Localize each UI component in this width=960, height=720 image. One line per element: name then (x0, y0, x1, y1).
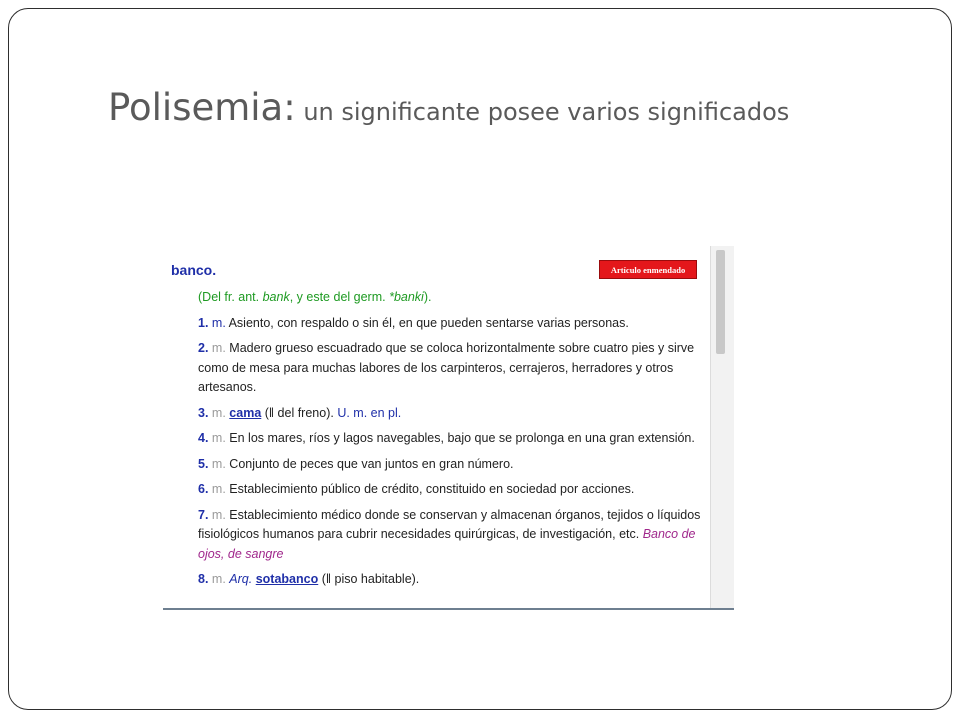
sense-5 (198, 455, 701, 475)
vertical-scrollbar[interactable] (710, 246, 734, 608)
sense-field-abbr: Arq. (229, 572, 253, 586)
link-sotabanco[interactable]: sotabanco (255, 572, 319, 586)
sense-abbr: m. (211, 572, 226, 586)
sense-4 (198, 429, 701, 449)
sense-abbr: m. (211, 341, 226, 355)
sense-abbr: m. (211, 315, 226, 330)
sense-number: 7. (198, 507, 209, 522)
link-cama[interactable]: cama (229, 405, 262, 420)
sense-example: Banco de ojos, de sangre (198, 527, 696, 561)
dictionary-entry (171, 260, 701, 590)
sense-text: Conjunto de peces que van juntos en gran número. (225, 456, 514, 471)
usage-note: U. m. en pl. (337, 405, 402, 420)
sense-2 (198, 339, 701, 398)
sense-8 (198, 570, 701, 590)
sense-number: 5. (198, 456, 209, 471)
sense-text: Asiento, con respaldo o sin él, en que pueden sentarse varias personas. (225, 315, 629, 330)
etymology-prefix: (Del fr. ant. (198, 290, 263, 304)
sense-abbr: m. (211, 431, 226, 445)
amended-article-badge: Artículo enmendado (599, 260, 697, 279)
sense-text: (‖ piso habitable). (318, 572, 420, 586)
screenshot-bottom-border (163, 608, 734, 610)
sense-text: Madero grueso escuadrado que se coloca horizontalmente sobre cuatro pies y sirve como de mesa para muchas labores de los carpinteros, cerrajeros, herradores y otros artesanos. (198, 341, 695, 394)
sense-1 (198, 314, 701, 334)
sense-7 (198, 506, 701, 565)
etymology-word: bank (262, 290, 290, 304)
sense-abbr: m. (211, 405, 226, 420)
sense-number: 6. (198, 482, 209, 496)
sense-text: (‖ del freno). (261, 405, 338, 420)
sense-text: Establecimiento público de crédito, constituido en sociedad por acciones. (225, 482, 635, 496)
sense-abbr: m. (211, 456, 226, 471)
sense-number: 1. (198, 315, 209, 330)
etymology (198, 288, 701, 308)
slide-title (108, 86, 789, 129)
scrollbar-thumb[interactable] (716, 250, 725, 354)
sense-abbr: m. (211, 507, 226, 522)
sense-number: 3. (198, 405, 209, 420)
sense-abbr: m. (211, 482, 226, 496)
sense-number: 4. (198, 431, 209, 445)
sense-6 (198, 480, 701, 500)
sense-number: 2. (198, 341, 209, 355)
etymology-middle: , y este del germ. (289, 290, 390, 304)
etymology-word: *banki (389, 290, 424, 304)
dictionary-screenshot (163, 246, 734, 610)
sense-3 (198, 404, 701, 424)
headword: banco. (171, 262, 217, 278)
etymology-suffix: ). (423, 290, 432, 304)
sense-text: Establecimiento médico donde se conservan y almacenan órganos, tejidos o líquidos fisiológicos humanos para cubrir necesidades quirúrgicas, de investigación, etc. (198, 507, 701, 541)
sense-number: 8. (198, 572, 209, 586)
title-subtitle: un significante posee varios significados (295, 98, 790, 126)
title-main: Polisemia: (108, 86, 296, 129)
sense-text: En los mares, ríos y lagos navegables, bajo que se prolonga en una gran extensión. (225, 431, 695, 445)
